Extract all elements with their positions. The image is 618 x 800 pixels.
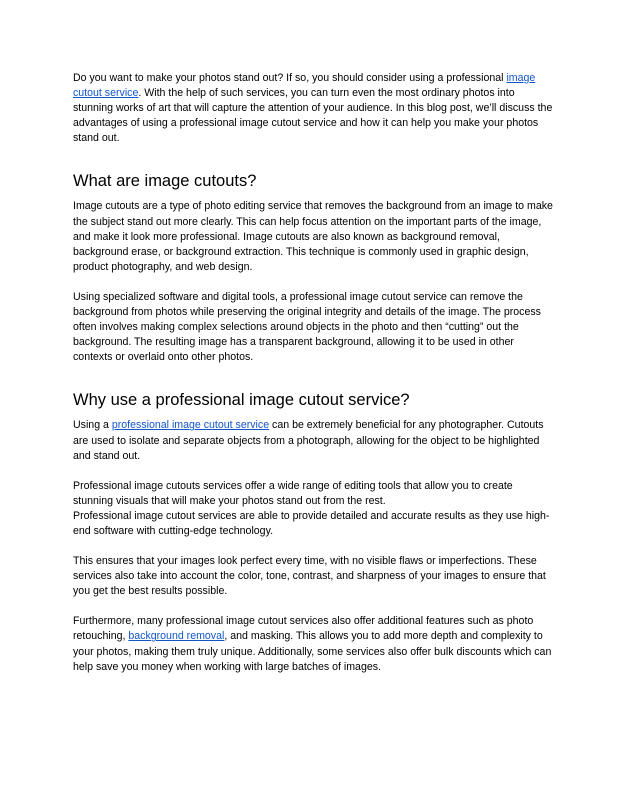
background-removal-link[interactable]: background removal — [128, 630, 225, 643]
section1-heading: What are image cutouts? — [73, 172, 257, 191]
section1-paragraph-2: Using specialized software and digital tools, a professional image cutout service can remove the background from photos while preserving the original integrity and details of the image. The process often involves making complex selections around objects in the photo and then “cutting” out the background. The resulting image has a transparent background, allowing it to be used in other contexts or overlaid onto other photos. — [73, 290, 541, 364]
intro-paragraph — [73, 71, 553, 146]
section2-paragraph-1 — [73, 418, 553, 463]
section2-p1-text-b: can be extremely beneficial for any photographer. Cutouts are used to isolate and separate objects from a photograph, allowing for the object to be highlighted and stand out. — [73, 419, 544, 462]
section2-paragraph-2: Professional image cutouts services offer a wide range of editing tools that allow you to create stunning visuals that will make your photos stand out from the rest. — [73, 479, 513, 507]
section1-paragraph-1: Image cutouts are a type of photo editing service that removes the background from an image to make the subject stand out more clearly. This can help focus attention on the important parts of the image, and make it look more professional. Image cutouts are also known as background removal, background erase, or background extraction. This technique is commonly used in graphic design, product photography, and web design. — [73, 200, 553, 273]
section2-paragraph-4 — [73, 614, 553, 674]
section2-p4-text-b: , and masking. This allows you to add more depth and complexity to your photos, making them truly unique. Additionally, some services also offer bulk discounts which can help save you money when working with large batches of images. — [73, 630, 552, 673]
section2-paragraph-2b: Professional image cutout services are able to provide detailed and accurate results as they use high-end software with cutting-edge technology. — [73, 509, 550, 537]
document-body — [73, 71, 553, 675]
section2-heading: Why use a professional image cutout service? — [73, 391, 410, 410]
intro-text-b: . With the help of such services, you can turn even the most ordinary photos into stunning works of art that will capture the attention of your audience. In this blog post, we’ll discuss the advantages of using a professional image cutout service and how it can help you make your photos stand out. — [73, 87, 553, 145]
professional-image-cutout-service-link[interactable]: professional image cutout service — [111, 419, 270, 432]
section2-p4-text-a: Furthermore, many professional image cutout services also offer additional features such as photo retouching, — [73, 615, 534, 643]
image-cutout-service-link[interactable]: image cutout service — [73, 72, 536, 100]
section2-paragraph-3: This ensures that your images look perfect every time, with no visible flaws or imperfections. These services also take into account the color, tone, contrast, and sharpness of your images to ensure that you get the best results possible. — [73, 555, 546, 598]
intro-text-a: Do you want to make your photos stand out? If so, you should consider using a professional — [73, 72, 507, 84]
section2-p1-text-a: Using a — [73, 419, 112, 432]
